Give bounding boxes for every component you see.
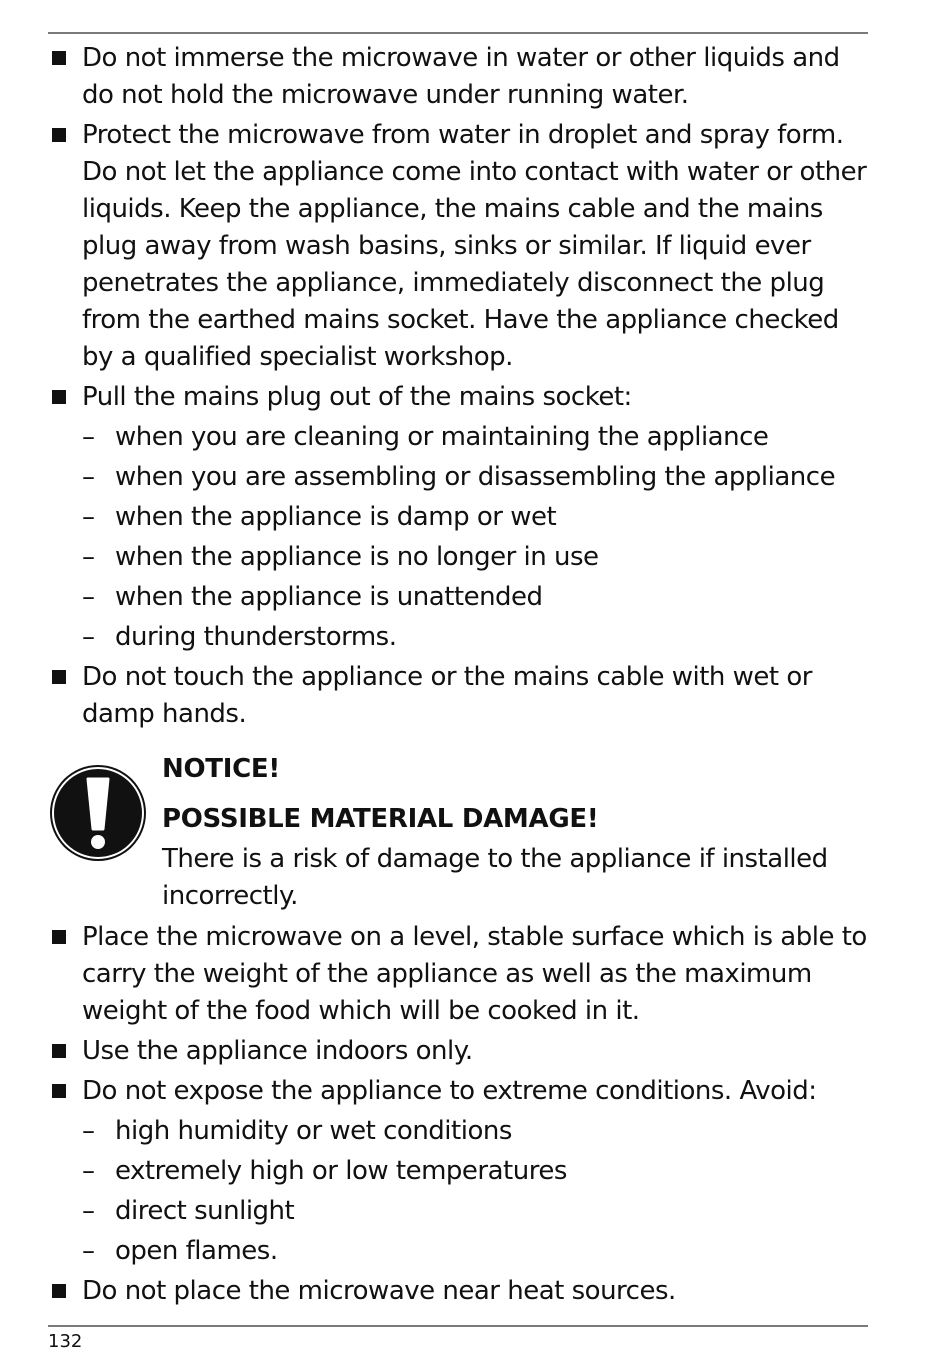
list-item-text: Do not immerse the microwave in water or other liquids and do not hold the microwave under running water.	[82, 43, 840, 110]
sub-list-item-text: during thunderstorms.	[115, 622, 397, 652]
sub-list-item-text: when the appliance is no longer in use	[115, 542, 599, 572]
dash-marker: –	[82, 1156, 95, 1186]
sub-list-item-text: extremely high or low temperatures	[115, 1156, 567, 1186]
dash-marker: –	[82, 582, 95, 612]
sub-list-item-text: direct sunlight	[115, 1196, 295, 1226]
sub-list-item	[48, 419, 868, 456]
notice-box	[48, 751, 868, 915]
sub-list-item-text: when the appliance is unattended	[115, 582, 543, 612]
sub-list-item	[48, 499, 868, 536]
exclamation-circle-icon	[48, 763, 148, 863]
dash-marker: –	[82, 422, 95, 452]
sub-list	[48, 1113, 868, 1270]
list-item-text: Do not expose the appliance to extreme conditions. Avoid:	[82, 1076, 817, 1106]
bullet-square-icon	[52, 1084, 66, 1098]
list-item-text: Do not place the microwave near heat sources.	[82, 1276, 676, 1306]
list-item-text: Do not touch the appliance or the mains cable with wet or damp hands.	[82, 662, 812, 729]
bullet-square-icon	[52, 930, 66, 944]
dash-marker: –	[82, 1116, 95, 1146]
sub-list	[48, 419, 868, 656]
page-content	[48, 40, 868, 1313]
sub-list-item	[48, 1193, 868, 1230]
bullet-square-icon	[52, 128, 66, 142]
sub-list-item-text: when the appliance is damp or wet	[115, 502, 557, 532]
sub-list-item	[48, 619, 868, 656]
sub-list-item	[48, 579, 868, 616]
list-item	[48, 117, 868, 376]
sub-list-item-text: high humidity or wet conditions	[115, 1116, 512, 1146]
sub-list-item-text: when you are cleaning or maintaining the appliance	[115, 422, 769, 452]
list-item	[48, 1033, 868, 1070]
dash-marker: –	[82, 462, 95, 492]
sub-list-item-text: open flames.	[115, 1236, 278, 1266]
dash-marker: –	[82, 622, 95, 652]
notice-heading: NOTICE!	[162, 754, 280, 784]
dash-marker: –	[82, 1196, 95, 1226]
list-item	[48, 1273, 868, 1310]
sub-list-item	[48, 1113, 868, 1150]
list-item-text: Use the appliance indoors only.	[82, 1036, 473, 1066]
list-item-text: Protect the microwave from water in droplet and spray form. Do not let the appliance come into contact with water or other liquids. Keep the appliance, the mains cable and the mains plug away from wash basins, sinks or similar. If liquid ever penetrates the appliance, immediately disconnect the plug from the earthed mains socket. Have the appliance checked by a qualified specialist workshop.	[82, 120, 867, 372]
list-item	[48, 40, 868, 114]
top-rule	[48, 32, 868, 34]
sub-list-item	[48, 459, 868, 496]
sub-list-item	[48, 1233, 868, 1270]
dash-marker: –	[82, 502, 95, 532]
page-number: 132	[48, 1331, 83, 1352]
list-item	[48, 1073, 868, 1110]
list-item-text: Place the microwave on a level, stable surface which is able to carry the weight of the appliance as well as the maximum weight of the food which will be cooked in it.	[82, 922, 867, 1026]
bullet-square-icon	[52, 1044, 66, 1058]
bullet-square-icon	[52, 390, 66, 404]
list-item-text: Pull the mains plug out of the mains socket:	[82, 382, 632, 412]
list-item	[48, 659, 868, 733]
sub-list-item	[48, 539, 868, 576]
dash-marker: –	[82, 542, 95, 572]
bullet-square-icon	[52, 670, 66, 684]
dash-marker: –	[82, 1236, 95, 1266]
sub-list-item	[48, 1153, 868, 1190]
bullet-square-icon	[52, 1284, 66, 1298]
bottom-rule	[48, 1325, 868, 1327]
notice-subheading: POSSIBLE MATERIAL DAMAGE!	[162, 804, 599, 834]
list-item	[48, 379, 868, 416]
notice-text: There is a risk of damage to the appliance if installed incorrectly.	[162, 844, 828, 911]
sub-list-item-text: when you are assembling or disassembling the appliance	[115, 462, 836, 492]
list-item	[48, 919, 868, 1030]
bullet-square-icon	[52, 51, 66, 65]
